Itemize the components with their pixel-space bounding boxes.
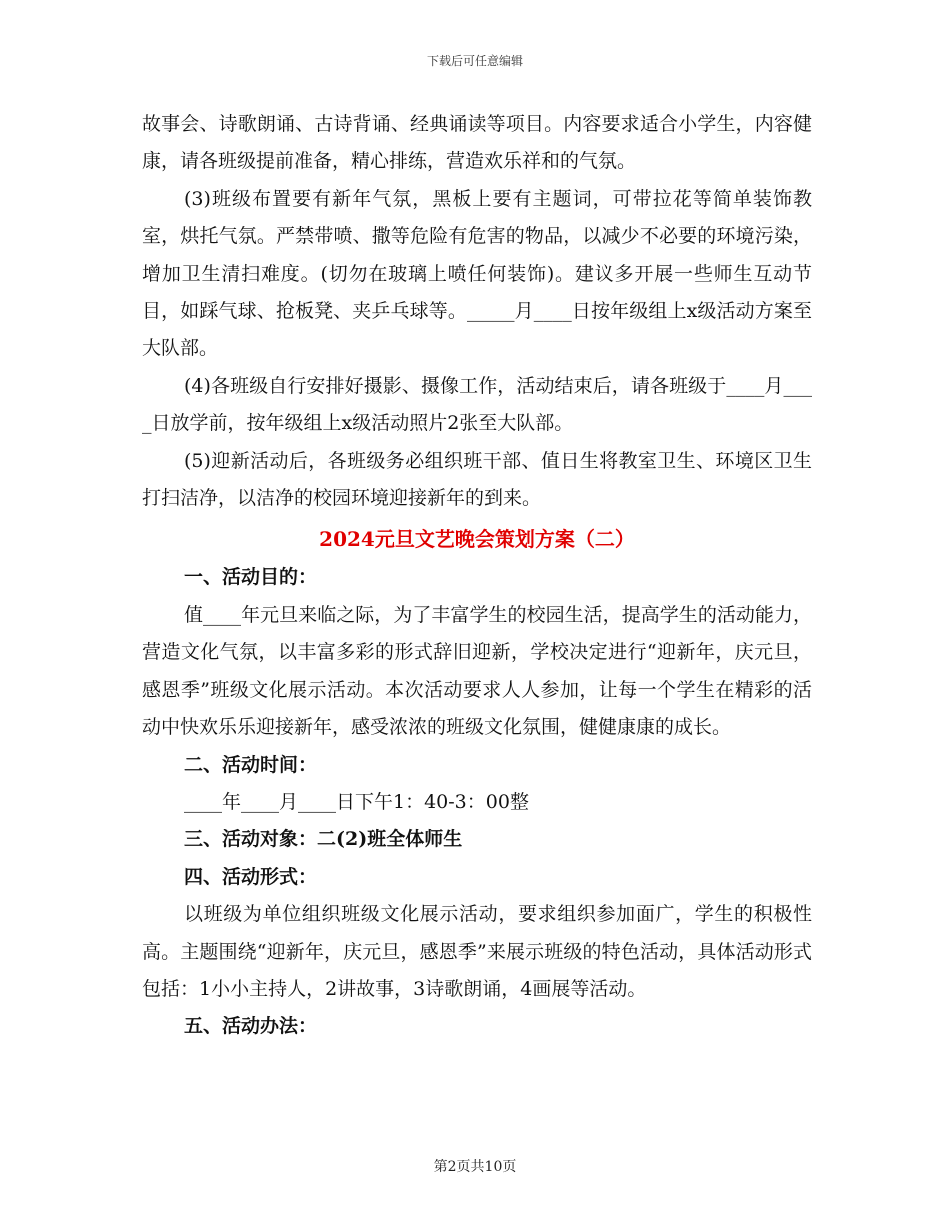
section-heading: 三、活动对象：二(2)班全体师生 (184, 828, 463, 851)
paragraph: (4)各班级自行安排好摄影、摄像工作，活动结束后，请各班级于____月____日放学前，按年级组上x级活动照片2张至大队部。 (142, 374, 812, 435)
section-heading: 四、活动形式： (184, 865, 318, 888)
paragraph: 故事会、诗歌朗诵、古诗背诵、经典诵读等项目。内容要求适合小学生，内容健康，请各班级提前准备，精心排练，营造欢乐祥和的气氛。 (142, 113, 812, 173)
paragraph: (3)班级布置要有新年气氛，黑板上要有主题词，可带拉花等简单装饰教室，烘托气氛。严禁带喷、撒等危险有危害的物品，以减少不必要的环境污染，增加卫生清扫难度。(切勿在玻璃上喷任何装饰)。建议多开展一些师生互动节目，如踩气球、抢板凳、夹乒乓球等。_____月____日按年级组上x级活动方案至大队部。 (142, 187, 812, 360)
paragraph: 以班级为单位组织班级文化展示活动，要求组织参加面广，学生的积极性高。主题围绕“迎新年，庆元旦，感恩季”来展示班级的特色活动，具体活动形式包括：1小小主持人，2讲故事，3诗歌朗诵，4画展等活动。 (142, 903, 812, 1000)
section-heading: 一、活动目的： (184, 566, 318, 589)
document-body (142, 106, 812, 1046)
paragraph: (5)迎新活动后，各班级务必组织班干部、值日生将教室卫生、环境区卫生打扫洁净，以洁净的校园环境迎接新年的到来。 (142, 449, 812, 510)
section-title: 2024元旦文艺晚会策划方案（二） (319, 527, 635, 552)
paragraph: ____年____月____日下午1：40-3：00整 (184, 790, 529, 813)
page-footer: 第2页共10页 (433, 1159, 517, 1175)
section-heading: 二、活动时间： (184, 753, 318, 776)
page-header: 下载后可任意编辑 (426, 54, 523, 68)
section-heading: 五、活动办法： (184, 1015, 318, 1038)
paragraph: 值____年元旦来临之际，为了丰富学生的校园生活，提高学生的活动能力，营造文化气氛，以丰富多彩的形式辞旧迎新，学校决定进行“迎新年，庆元旦，感恩季”班级文化展示活动。本次活动要求人人参加，让每一个学生在精彩的活动中快欢乐乐迎接新年，感受浓浓的班级文化氛围，健健康康的成长。 (142, 603, 812, 739)
